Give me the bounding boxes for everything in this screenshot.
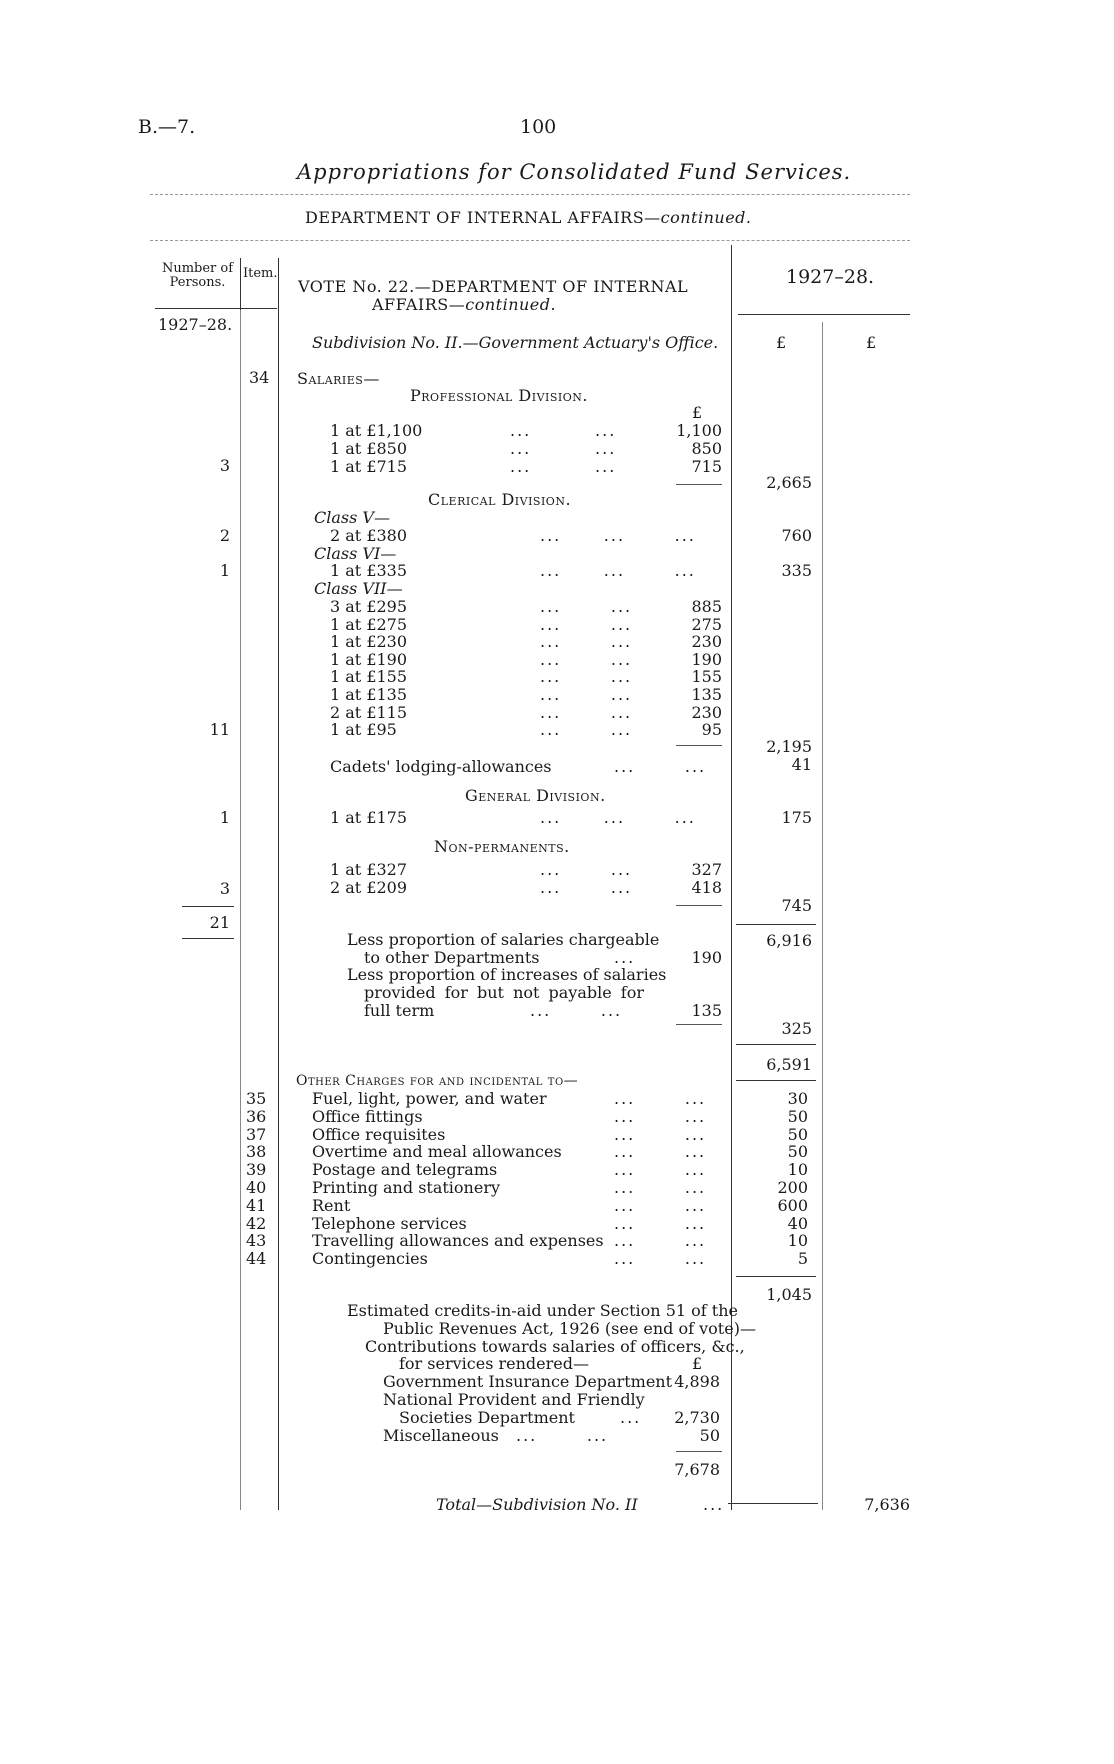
charge-amount: 5 [797,1249,808,1269]
leader-dots: ... ... [540,685,633,704]
non-permanents-heading: Non-permanents. [434,837,570,856]
persons-count: 3 [219,456,230,475]
salary-row-label: 3 at £295 [330,597,408,616]
year-left-header: 1927–28. [158,315,233,334]
credits-line3: Contributions towards salaries of officers, &c., [365,1337,745,1356]
leader-dots: ... ... [540,597,633,616]
salary-row-label: 1 at £135 [330,685,408,704]
less-proportion-1-line2: to other Departments [364,948,540,967]
credits-line1: Estimated credits-in-aid under Section 51 of the [347,1301,738,1320]
leader-dots: ... ... [614,1213,707,1233]
leader-dots: ... ... [614,1195,707,1215]
charge-label: Postage and telegrams [312,1160,498,1180]
number-of-persons-header: Number of Persons. [161,261,234,290]
salary-row-label: 2 at £115 [330,702,408,722]
charge-label: Office requisites [312,1124,446,1144]
charge-label: Travelling allowances and expenses [312,1231,604,1251]
less-proportion-2-line2: provided for but not payable for [364,983,644,1002]
leader-dots: ... ... ... [540,526,696,545]
persons-count: 1 [219,561,230,580]
charge-amount: 50 [787,1124,808,1144]
cadets-label: Cadets' lodging-allowances [330,757,552,776]
subdivision-heading: Subdivision No. II.—Government Actuary's Office. [312,333,719,352]
leader-dots: ... ... [540,702,633,722]
item-header: Item. [243,266,278,281]
leader-dots: ... ... [540,649,633,669]
credits-line2: Public Revenues Act, 1926 (see end of vote)— [383,1319,756,1338]
item-number: 41 [246,1195,267,1215]
leader-dots: ... ... ... [540,808,696,827]
leader-dots: ... ... [516,1426,609,1445]
leader-dots: ... ... [614,1160,707,1180]
salary-row-amount: 1,100 [676,421,722,440]
cadets-amount: 41 [791,755,812,774]
pound-column-1: £ [776,333,787,352]
salary-row-amount: 230 [691,702,722,722]
charge-label: Office fittings [312,1106,423,1126]
charge-amount: 50 [787,1106,808,1126]
class-vii-label: Class VII— [314,579,403,598]
item-number: 39 [246,1160,267,1180]
pound-sign: £ [692,1354,703,1373]
salary-row-label: 2 at £209 [330,878,408,897]
salary-row-amount: 418 [691,878,722,897]
leader-dots: ... ... [510,421,617,440]
salary-row-amount: 275 [691,614,722,634]
credits-total: 7,678 [674,1460,720,1479]
general-division-heading: General Division. [465,786,606,805]
leader-dots: ... ... [510,457,617,476]
salary-row-label: 1 at £275 [330,614,408,634]
leader-dots: ... ... [614,1249,707,1269]
page-title: Appropriations for Consolidated Fund Services. [297,160,852,184]
less-proportion-1-amount: 190 [691,948,722,967]
leader-dots: ... ... [540,632,633,652]
leader-dots: ... ... [614,1089,707,1108]
vote-heading: VOTE No. 22.—DEPARTMENT OF INTERNAL [298,277,689,296]
less-proportion-2-line3: full term [364,1001,435,1020]
charge-label: Rent [312,1195,351,1215]
item-number: 43 [246,1231,267,1251]
salary-row-amount: 885 [691,597,722,616]
net-salaries: 6,591 [766,1055,812,1074]
leader-dots: ... ... [540,860,633,879]
pound-column-2: £ [866,333,877,352]
professional-total: 2,665 [766,473,812,492]
leader-dots: ... ... [614,1178,707,1197]
salary-row-amount: 715 [691,457,722,476]
persons-count: 1 [219,808,230,827]
charge-amount: 600 [777,1195,808,1215]
salary-row-amount: 190 [691,649,722,669]
salary-row-label: 1 at £850 [330,439,408,458]
credits-line4: for services rendered— [399,1354,589,1373]
other-charges-heading: Other Charges for and incidental to— [296,1073,579,1089]
salary-row-amount: 95 [701,720,722,740]
leader-dots: ... ... [530,1001,623,1020]
leader-dots: ... ... [614,1124,707,1144]
leader-dots: ... ... [614,1106,707,1126]
credit-row-label: Miscellaneous [383,1426,499,1445]
credit-row-label: National Provident and Friendly [383,1390,645,1409]
leader-dots: ... ... [540,720,633,740]
salary-row-amount: 135 [691,685,722,704]
item-number: 34 [249,368,270,387]
total-subdivision-amount: 7,636 [864,1495,910,1514]
clerical-division-heading: Clerical Division. [428,490,572,509]
salary-row-amount: 850 [691,439,722,458]
charge-label: Printing and stationery [312,1178,501,1197]
salary-row-label: 1 at £230 [330,632,408,652]
salary-row-label: 1 at £327 [330,860,408,879]
total-subdivision-label: Total—Subdivision No. II [436,1495,638,1514]
charge-label: Contingencies [312,1249,428,1269]
salary-row-amount: 230 [691,632,722,652]
class-vi-row: 1 at £335 [330,561,408,580]
leader-dots: ... [614,948,636,967]
page-number: 100 [520,116,557,138]
professional-division-heading: Professional Division. [410,386,589,405]
leader-dots: ... ... [614,1231,707,1251]
less-proportion-2-amount: 135 [691,1001,722,1020]
credit-row-label: Societies Department [399,1408,575,1427]
salary-row-label: 1 at £95 [330,720,397,740]
class-vi-total: 335 [781,561,812,580]
charge-amount: 200 [777,1178,808,1197]
total-persons: 21 [209,913,230,932]
less-proportion-2-line1: Less proportion of increases of salaries [347,965,667,984]
charge-amount: 50 [787,1142,808,1162]
class-v-label: Class V— [314,508,390,527]
charge-label: Overtime and meal allowances [312,1142,562,1162]
item-number: 38 [246,1142,267,1162]
item-number: 35 [246,1089,267,1108]
leader-dots: ... ... [614,757,707,776]
item-number: 42 [246,1213,267,1233]
salary-row-label: 1 at £1,100 [330,421,423,440]
gross-salaries: 6,916 [766,931,812,950]
salary-row-label: 1 at £190 [330,649,408,669]
less-proportion-1-line1: Less proportion of salaries chargeable [347,930,660,949]
leader-dots: ... [703,1495,725,1514]
less-total: 325 [781,1019,812,1038]
charge-label: Telephone services [312,1213,467,1233]
salaries-heading: Salaries— [297,369,380,388]
other-charges-total: 1,045 [766,1285,812,1304]
credit-row-amount: 4,898 [674,1372,720,1391]
year-right-header: 1927–28. [786,266,875,288]
vote-heading-line2: AFFAIRS—continued. [372,295,557,314]
item-number: 40 [246,1178,267,1197]
class-vi-label: Class VI— [314,544,397,563]
item-number: 44 [246,1249,267,1269]
item-number: 36 [246,1106,267,1126]
leader-dots: ... ... [540,667,633,687]
class-vii-total: 2,195 [766,737,812,756]
general-row: 1 at £175 [330,808,408,827]
salary-row-amount: 155 [691,667,722,687]
charge-amount: 10 [787,1231,808,1251]
credit-row-amount: 50 [699,1426,720,1445]
persons-count: 3 [219,879,230,898]
salary-row-amount: 327 [691,860,722,879]
class-v-total: 760 [781,526,812,545]
charge-label: Fuel, light, power, and water [312,1089,547,1108]
leader-dots: ... ... [614,1142,707,1162]
leader-dots: ... ... ... [540,561,696,580]
item-number: 37 [246,1124,267,1144]
leader-dots: ... [620,1408,642,1427]
leader-dots: ... ... [540,614,633,634]
charge-amount: 10 [787,1160,808,1180]
class-v-row: 2 at £380 [330,526,408,545]
persons-count: 11 [209,720,230,739]
charge-amount: 30 [787,1089,808,1108]
leader-dots: ... ... [510,439,617,458]
charge-amount: 40 [787,1213,808,1233]
salary-row-label: 1 at £715 [330,457,408,476]
leader-dots: ... ... [540,878,633,897]
persons-count: 2 [219,526,230,545]
page-reference: B.—7. [138,116,196,138]
credit-row-label: Government Insurance Department [383,1372,673,1391]
credit-row-amount: 2,730 [674,1408,720,1427]
department-heading: DEPARTMENT OF INTERNAL AFFAIRS—continued. [305,208,752,227]
non-permanents-total: 745 [781,896,812,915]
pound-sign: £ [692,403,703,422]
general-total: 175 [781,808,812,827]
salary-row-label: 1 at £155 [330,667,408,687]
